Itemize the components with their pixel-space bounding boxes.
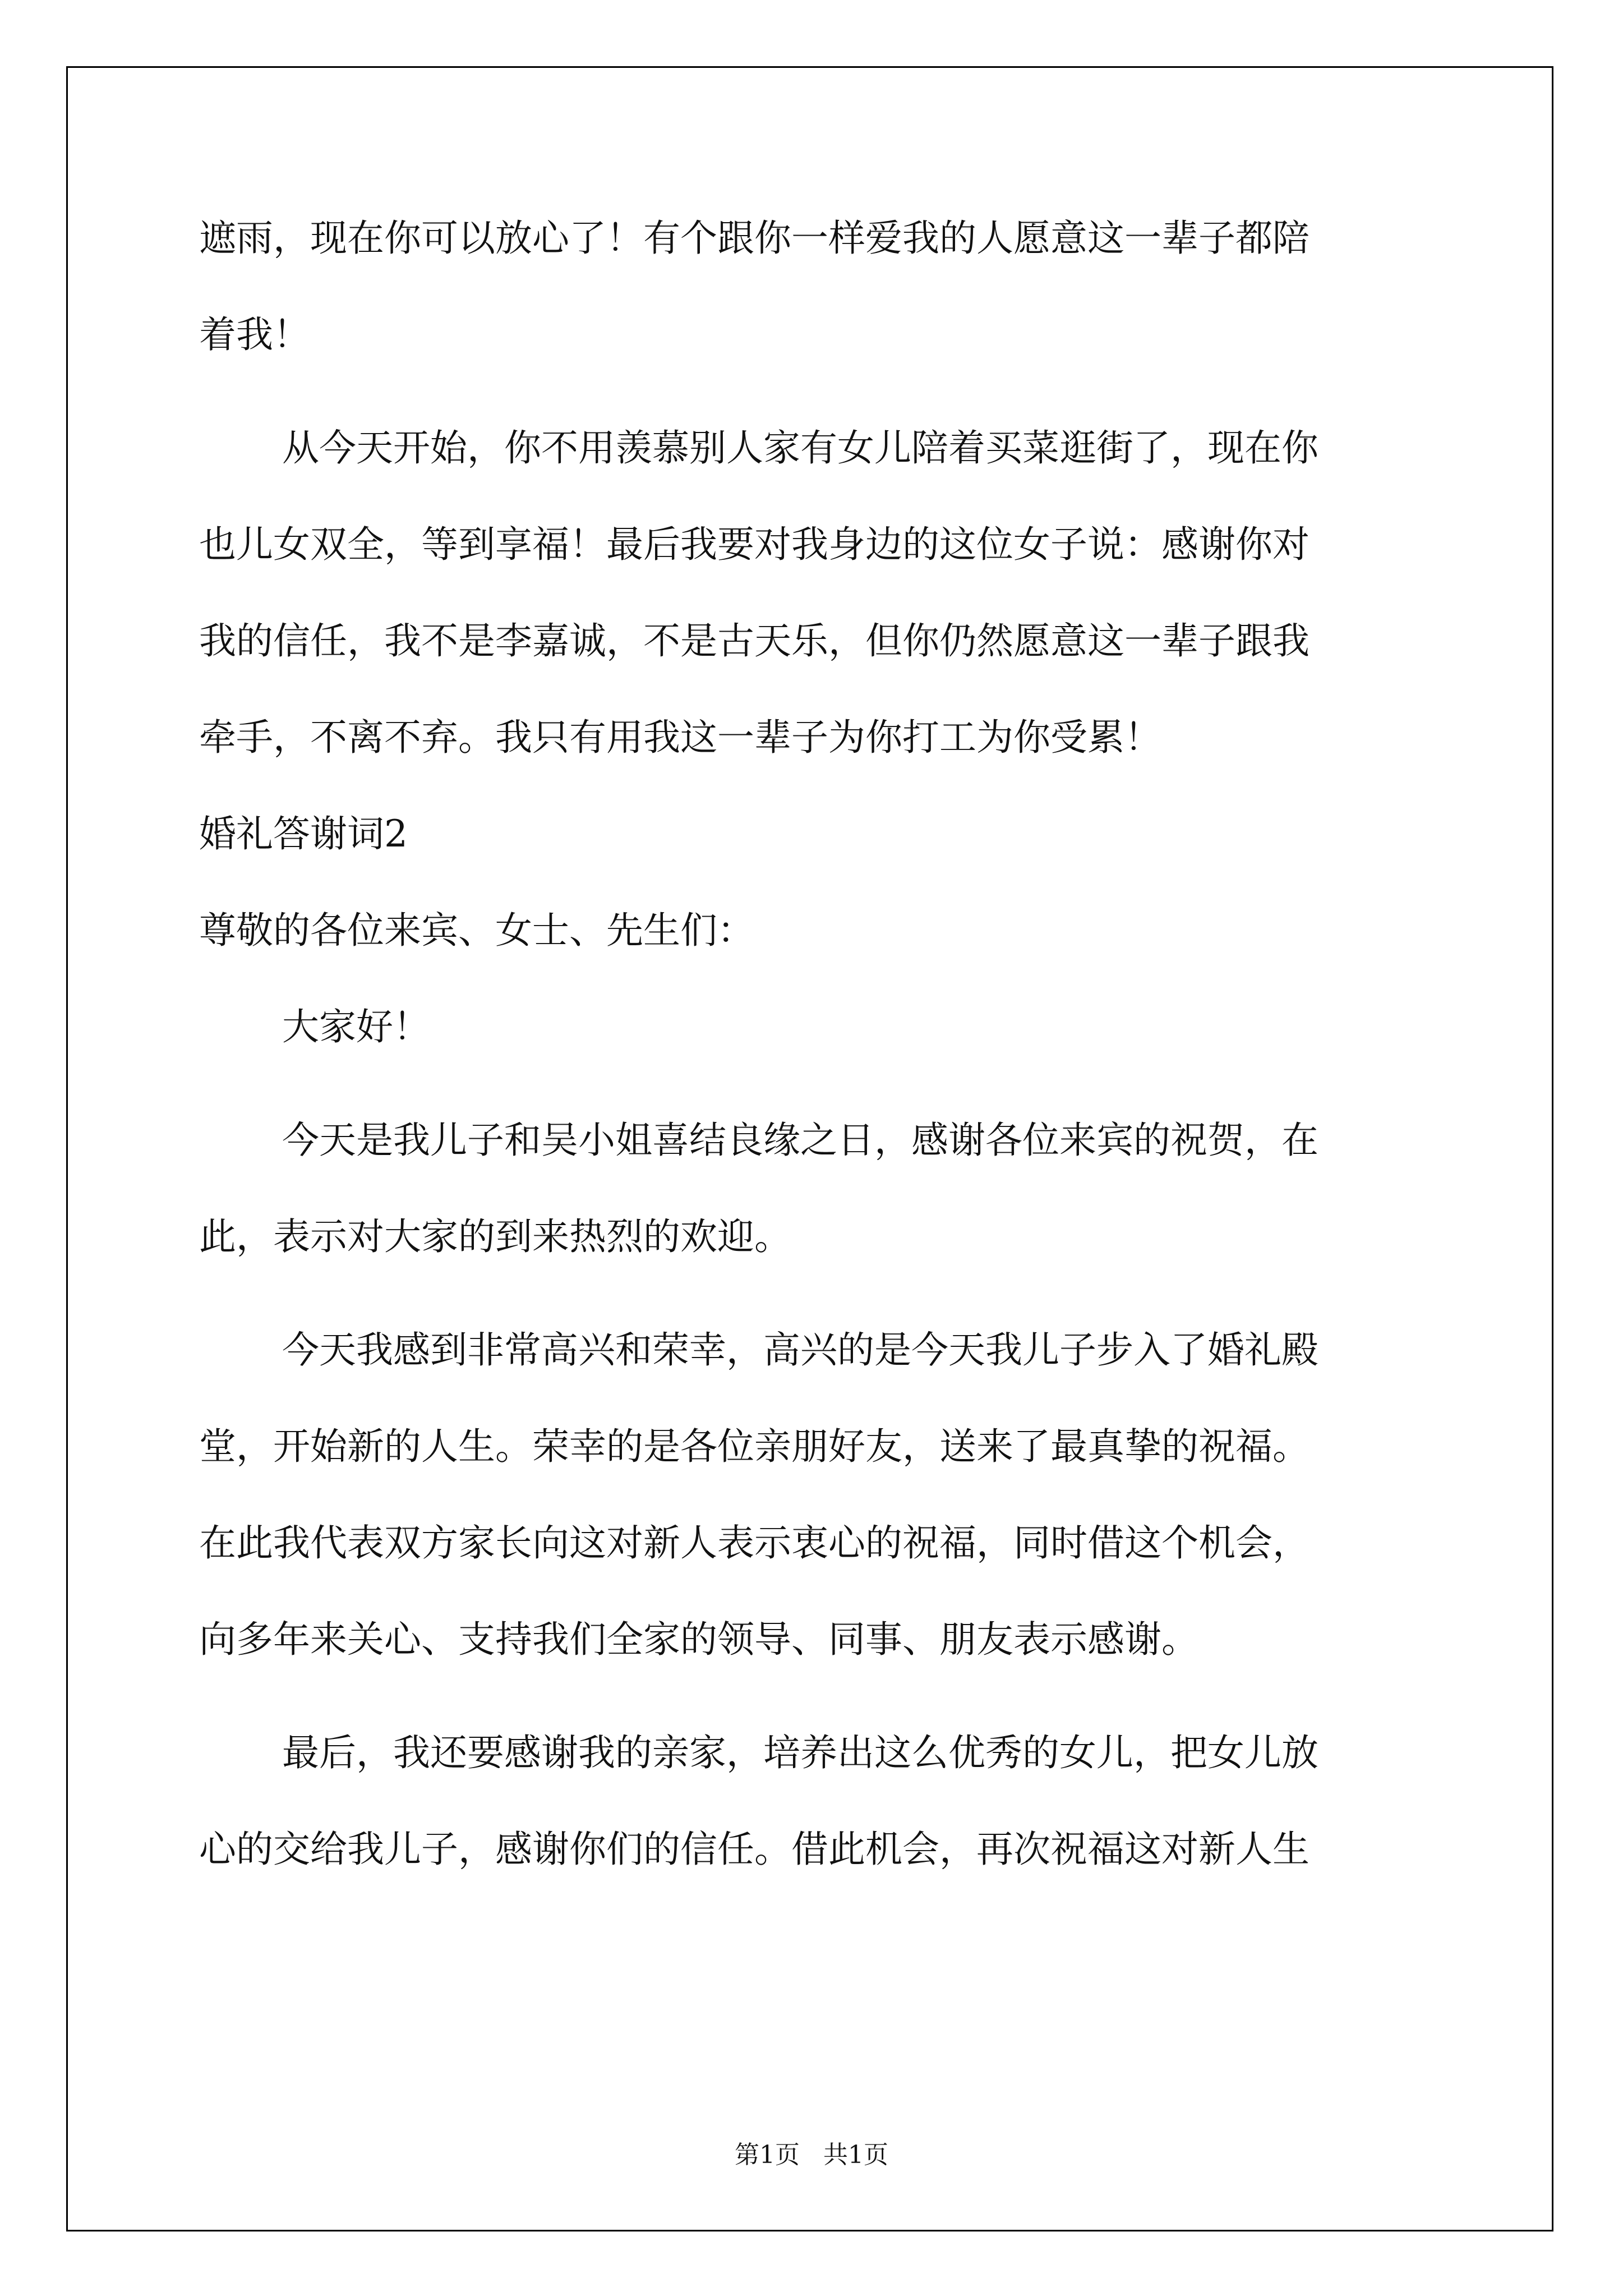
page-number-footer: 第1页 共1页 xyxy=(735,2141,888,2169)
paragraph-line: 我的信任，我不是李嘉诚，不是古天乐，但你仍然愿意这一辈子跟我 xyxy=(199,619,1310,662)
salutation: 尊敬的各位来宾、女士、先生们： xyxy=(199,909,754,952)
paragraph-line: 从今天开始，你不用羡慕别人家有女儿陪着买菜逛街了，现在你 xyxy=(282,426,1318,470)
paragraph-line: 向多年来关心、支持我们全家的领导、同事、朋友表示感谢。 xyxy=(199,1618,1198,1661)
section-heading: 婚礼答谢词2 xyxy=(199,812,408,855)
paragraph-line: 今天是我儿子和吴小姐喜结良缘之日，感谢各位来宾的祝贺，在 xyxy=(282,1119,1318,1162)
greeting: 大家好！ xyxy=(282,1005,430,1048)
paragraph-line: 今天我感到非常高兴和荣幸，高兴的是今天我儿子步入了婚礼殿 xyxy=(282,1328,1318,1372)
paragraph-line: 此，表示对大家的到来热烈的欢迎。 xyxy=(199,1215,791,1258)
paragraph-line: 心的交给我儿子，感谢你们的信任。借此机会，再次祝福这对新人生 xyxy=(199,1828,1310,1871)
paragraph-line: 在此我代表双方家长向这对新人表示衷心的祝福，同时借这个机会， xyxy=(199,1521,1310,1565)
paragraph-line: 牵手，不离不弃。我只有用我这一辈子为你打工为你受累！ xyxy=(199,716,1161,759)
paragraph-line: 堂，开始新的人生。荣幸的是各位亲朋好友，送来了最真挚的祝福。 xyxy=(199,1425,1310,1468)
paragraph-line: 着我！ xyxy=(199,313,310,356)
paragraph-line: 也儿女双全，等到享福！最后我要对我身边的这位女子说：感谢你对 xyxy=(199,523,1310,566)
paragraph-line: 最后，我还要感谢我的亲家，培养出这么优秀的女儿，把女儿放 xyxy=(282,1731,1318,1774)
paragraph-line: 遮雨，现在你可以放心了！有个跟你一样爱我的人愿意这一辈子都陪 xyxy=(199,217,1310,260)
